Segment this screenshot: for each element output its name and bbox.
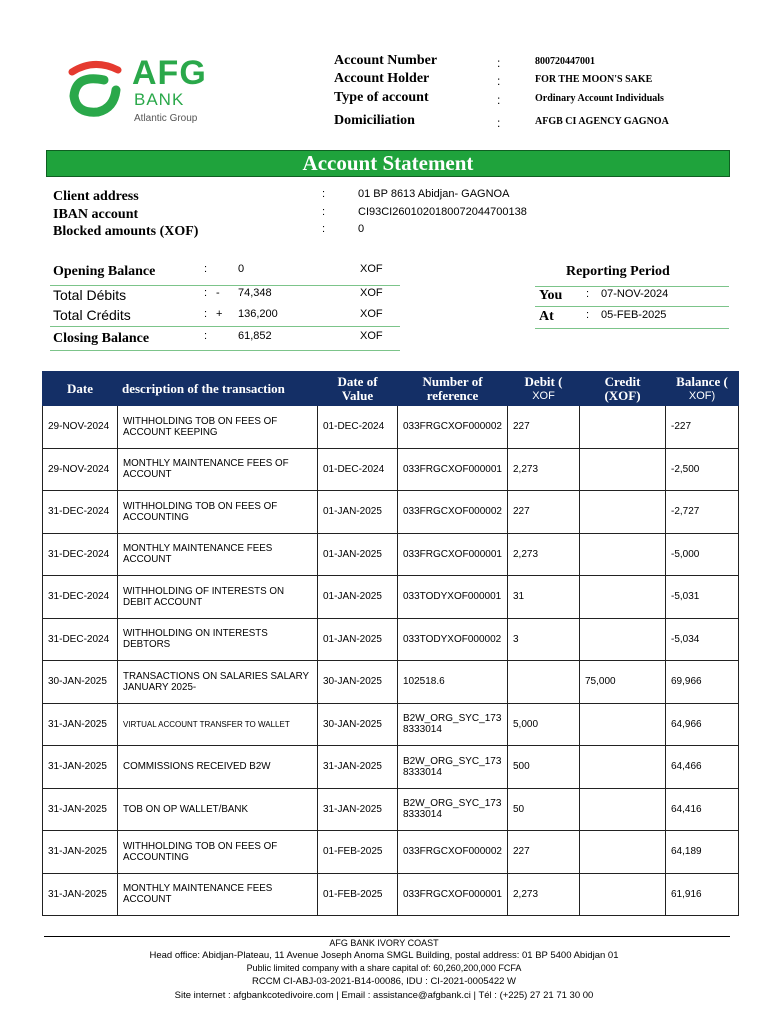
header-value-date xyxy=(318,372,398,406)
cell-value-date: 01-JAN-2025 xyxy=(318,618,398,661)
cell-value-date: 31-JAN-2025 xyxy=(318,788,398,831)
cell-value-date: 01-DEC-2024 xyxy=(318,448,398,491)
domiciliation-value: AFGB CI AGENCY GAGNOA xyxy=(535,116,669,127)
cell-reference: 033FRGCXOF000002 xyxy=(398,406,508,449)
cell-credit xyxy=(580,533,666,576)
cell-debit xyxy=(508,661,580,704)
account-number-label: Account Number xyxy=(334,53,438,68)
cell-debit: 31 xyxy=(508,576,580,619)
table-row xyxy=(43,491,739,534)
header-reference-line1: Number of xyxy=(422,373,483,389)
cell-value-date: 01-FEB-2025 xyxy=(318,873,398,916)
total-debits-value: 74,348 xyxy=(238,287,272,299)
cell-credit xyxy=(580,448,666,491)
cell-balance: 64,416 xyxy=(666,788,739,831)
header-credit-line2: (XOF) xyxy=(604,387,641,403)
table-row xyxy=(43,661,739,704)
cell-value-date: 01-JAN-2025 xyxy=(318,491,398,534)
header-balance xyxy=(666,372,739,406)
header-credit-line1: Credit xyxy=(604,373,641,389)
cell-description: WITHHOLDING OF INTERESTS ON DEBIT ACCOUNT xyxy=(118,576,318,619)
cell-description: TRANSACTIONS ON SALARIES SALARY JANUARY 2025- xyxy=(118,661,318,704)
cell-date: 31-JAN-2025 xyxy=(43,873,118,916)
cell-balance: -2,500 xyxy=(666,448,739,491)
cell-balance: 64,966 xyxy=(666,703,739,746)
cell-date: 31-DEC-2024 xyxy=(43,618,118,661)
cell-credit xyxy=(580,788,666,831)
table-row xyxy=(43,618,739,661)
cell-reference: 033TODYXOF000002 xyxy=(398,618,508,661)
cell-date: 31-DEC-2024 xyxy=(43,533,118,576)
cell-reference: 033FRGCXOF000002 xyxy=(398,491,508,534)
header-debit-line1: Debit ( xyxy=(524,373,563,389)
cell-debit: 50 xyxy=(508,788,580,831)
blocked-amounts-label: Blocked amounts (XOF) xyxy=(53,224,199,239)
table-row xyxy=(43,448,739,491)
total-debits-currency: XOF xyxy=(360,287,383,299)
account-holder-label: Account Holder xyxy=(334,71,430,86)
cell-balance: 64,466 xyxy=(666,746,739,789)
account-type-colon: : xyxy=(497,93,501,107)
header-balance-line1: Balance ( xyxy=(676,373,728,389)
divider xyxy=(50,350,400,351)
domiciliation-colon: : xyxy=(497,116,501,130)
closing-balance-currency: XOF xyxy=(360,330,383,342)
cell-date: 31-DEC-2024 xyxy=(43,576,118,619)
total-credits-value: 136,200 xyxy=(238,308,278,320)
cell-value-date: 30-JAN-2025 xyxy=(318,661,398,704)
cell-description: MONTHLY MAINTENANCE FEES ACCOUNT xyxy=(118,533,318,576)
cell-reference: 033FRGCXOF000001 xyxy=(398,448,508,491)
cell-debit: 227 xyxy=(508,491,580,534)
cell-value-date: 31-JAN-2025 xyxy=(318,746,398,789)
iban-colon: : xyxy=(322,206,326,218)
cell-debit: 500 xyxy=(508,746,580,789)
cell-reference: 033FRGCXOF000002 xyxy=(398,831,508,874)
transactions-body xyxy=(43,406,739,916)
table-row xyxy=(43,873,739,916)
logo-brand-text: AFG xyxy=(132,54,207,92)
cell-value-date: 01-FEB-2025 xyxy=(318,831,398,874)
cell-reference: B2W_ORG_SYC_1738333014 xyxy=(398,703,508,746)
cell-balance: -5,031 xyxy=(666,576,739,619)
cell-balance: 69,966 xyxy=(666,661,739,704)
cell-balance: 64,189 xyxy=(666,831,739,874)
cell-reference: B2W_ORG_SYC_1738333014 xyxy=(398,746,508,789)
cell-description: WITHHOLDING TOB ON FEES OF ACCOUNT KEEPING xyxy=(118,406,318,449)
table-row xyxy=(43,831,739,874)
header-reference xyxy=(398,372,508,406)
cell-value-date: 01-JAN-2025 xyxy=(318,533,398,576)
opening-balance-colon: : xyxy=(204,263,208,275)
cell-date: 29-NOV-2024 xyxy=(43,448,118,491)
blocked-amounts-colon: : xyxy=(322,223,326,235)
closing-balance-colon: : xyxy=(204,330,208,342)
client-address-colon: : xyxy=(322,188,326,200)
cell-debit: 2,273 xyxy=(508,873,580,916)
header-debit xyxy=(508,372,580,406)
afg-bank-logo xyxy=(64,52,224,128)
divider xyxy=(50,285,400,286)
domiciliation-label: Domiciliation xyxy=(334,113,415,128)
cell-balance: -5,000 xyxy=(666,533,739,576)
footer-divider xyxy=(44,936,730,937)
account-number-colon: : xyxy=(497,56,501,70)
cell-credit xyxy=(580,703,666,746)
period-to-value: 05-FEB-2025 xyxy=(601,309,667,321)
cell-credit xyxy=(580,746,666,789)
cell-credit xyxy=(580,491,666,534)
blocked-amounts-value: 0 xyxy=(358,223,365,235)
total-credits-sign: + xyxy=(216,308,223,320)
cell-reference: B2W_ORG_SYC_1738333014 xyxy=(398,788,508,831)
header-reference-line2: reference xyxy=(426,387,479,403)
total-credits-label: Total Crédits xyxy=(53,307,131,323)
cell-date: 31-JAN-2025 xyxy=(43,746,118,789)
cell-date: 31-DEC-2024 xyxy=(43,491,118,534)
account-holder-value: FOR THE MOON'S SAKE xyxy=(535,74,653,85)
cell-date: 30-JAN-2025 xyxy=(43,661,118,704)
statement-title: Account Statement xyxy=(46,150,730,177)
period-from-label: You xyxy=(539,288,563,303)
period-from-value: 07-NOV-2024 xyxy=(601,288,669,300)
cell-reference: 033FRGCXOF000001 xyxy=(398,533,508,576)
header-date: Date xyxy=(43,372,118,406)
header-value-date-line1: Date of xyxy=(337,373,378,389)
account-holder-colon: : xyxy=(497,74,501,88)
cell-balance: 61,916 xyxy=(666,873,739,916)
transactions-table xyxy=(42,371,739,916)
table-row xyxy=(43,703,739,746)
period-to-colon: : xyxy=(586,309,590,321)
cell-credit xyxy=(580,406,666,449)
cell-description: WITHHOLDING TOB ON FEES OF ACCOUNTING xyxy=(118,491,318,534)
table-row xyxy=(43,788,739,831)
iban-value: CI93CI2601020180072044700138 xyxy=(358,206,527,218)
header-credit xyxy=(580,372,666,406)
footer-registration: RCCM CI-ABJ-03-2021-B14-00086, IDU : CI-2021-0005422 W xyxy=(251,976,516,987)
cell-description: MONTHLY MAINTENANCE FEES ACCOUNT xyxy=(118,873,318,916)
cell-debit: 2,273 xyxy=(508,533,580,576)
footer-capital: Public limited company with a share capital of: 60,260,200,000 FCFA xyxy=(246,963,522,973)
cell-debit: 227 xyxy=(508,831,580,874)
total-credits-colon: : xyxy=(204,308,208,320)
cell-balance: -2,727 xyxy=(666,491,739,534)
cell-credit xyxy=(580,873,666,916)
client-address-label: Client address xyxy=(53,189,139,204)
opening-balance-value: 0 xyxy=(238,263,245,275)
reporting-period-title: Reporting Period xyxy=(566,264,670,279)
client-address-value: 01 BP 8613 Abidjan- GAGNOA xyxy=(358,188,510,200)
logo-bank-text: BANK xyxy=(134,90,185,109)
total-debits-sign: - xyxy=(216,287,220,299)
cell-date: 31-JAN-2025 xyxy=(43,831,118,874)
header-value-date-line2: Value xyxy=(341,387,374,403)
opening-balance-label: Opening Balance xyxy=(53,264,156,279)
logo-group-text: Atlantic Group xyxy=(134,113,198,124)
total-credits-currency: XOF xyxy=(360,308,383,320)
cell-reference: 033TODYXOF000001 xyxy=(398,576,508,619)
cell-credit xyxy=(580,618,666,661)
table-row xyxy=(43,533,739,576)
footer-contacts: Site internet : afgbankcotedivoire.com | Email : assistance@afgbank.ci | Tél : (+225) 27 21 71 30 00 xyxy=(174,990,594,1001)
footer-head-office: Head office: Abidjan-Plateau, 11 Avenue Joseph Anoma SMGL Building, postal address: 01 BP 5400 Abidjan 01 xyxy=(149,950,619,961)
afg-logo-mark-icon xyxy=(64,56,128,118)
divider xyxy=(50,326,400,327)
cell-description: MONTHLY MAINTENANCE FEES OF ACCOUNT xyxy=(118,448,318,491)
cell-description: VIRTUAL ACCOUNT TRANSFER TO WALLET xyxy=(118,703,318,746)
cell-value-date: 01-DEC-2024 xyxy=(318,406,398,449)
table-row xyxy=(43,746,739,789)
cell-description: COMMISSIONS RECEIVED B2W xyxy=(118,746,318,789)
footer-bank-name: AFG BANK IVORY COAST xyxy=(329,938,439,948)
account-number-value: 800720447001 xyxy=(535,56,595,67)
opening-balance-currency: XOF xyxy=(360,263,383,275)
table-row xyxy=(43,576,739,619)
divider xyxy=(535,286,729,287)
cell-debit: 2,273 xyxy=(508,448,580,491)
cell-date: 31-JAN-2025 xyxy=(43,788,118,831)
header-debit-line2: XOF xyxy=(532,389,555,402)
header-description: description of the transaction xyxy=(118,372,318,406)
closing-balance-value: 61,852 xyxy=(238,330,272,342)
total-debits-label: Total Débits xyxy=(53,287,127,303)
cell-value-date: 30-JAN-2025 xyxy=(318,703,398,746)
cell-reference: 033FRGCXOF000001 xyxy=(398,873,508,916)
table-row xyxy=(43,406,739,449)
cell-description: WITHHOLDING ON INTERESTS DEBTORS xyxy=(118,618,318,661)
cell-value-date: 01-JAN-2025 xyxy=(318,576,398,619)
cell-debit: 3 xyxy=(508,618,580,661)
cell-description: TOB ON OP WALLET/BANK xyxy=(118,788,318,831)
cell-credit xyxy=(580,576,666,619)
divider xyxy=(535,306,729,307)
table-header-row xyxy=(43,372,739,406)
cell-credit: 75,000 xyxy=(580,661,666,704)
iban-label: IBAN account xyxy=(53,207,139,222)
account-type-value: Ordinary Account Individuals xyxy=(535,93,664,104)
total-debits-colon: : xyxy=(204,287,208,299)
cell-credit xyxy=(580,831,666,874)
period-from-colon: : xyxy=(586,288,590,300)
cell-date: 29-NOV-2024 xyxy=(43,406,118,449)
account-type-label: Type of account xyxy=(334,90,429,105)
divider xyxy=(535,328,729,329)
period-to-label: At xyxy=(539,309,554,324)
cell-balance: -5,034 xyxy=(666,618,739,661)
cell-balance: -227 xyxy=(666,406,739,449)
cell-date: 31-JAN-2025 xyxy=(43,703,118,746)
cell-description: WITHHOLDING TOB ON FEES OF ACCOUNTING xyxy=(118,831,318,874)
header-balance-line2: XOF) xyxy=(688,389,716,402)
cell-reference: 102518.6 xyxy=(398,661,508,704)
cell-debit: 5,000 xyxy=(508,703,580,746)
closing-balance-label: Closing Balance xyxy=(53,331,150,346)
cell-debit: 227 xyxy=(508,406,580,449)
